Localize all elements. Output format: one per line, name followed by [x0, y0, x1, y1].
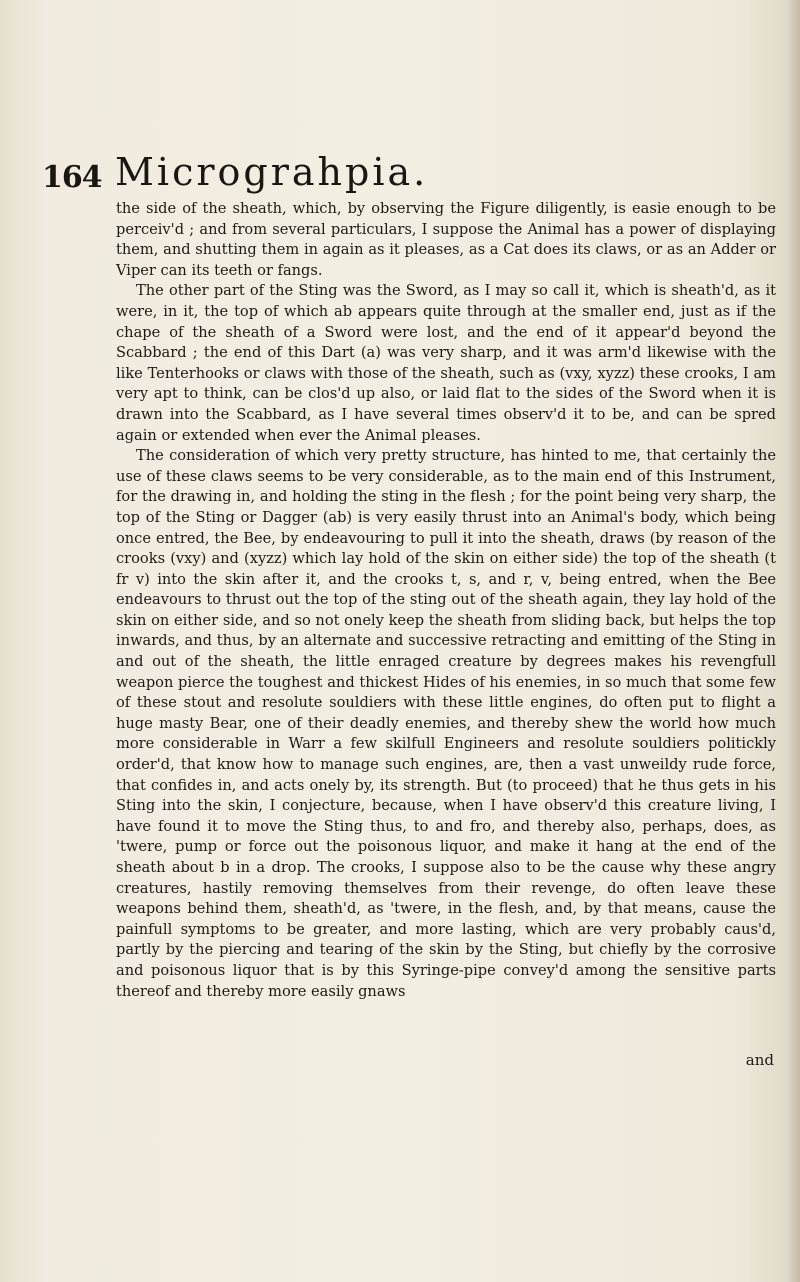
- paragraph-1: the side of the sheath, which, by observing the Figure diligently, is easie enough to be perceiv'd ; and from several particulars, I suppose the Animal has a power of displaying them, and shutting them in again as it pleases, as a Cat does its claws, or as an Adder or Viper can its teeth or fangs.: [116, 200, 776, 279]
- paragraph-3: The consideration of which very pretty structure, has hinted to me, that certainly the use of these claws seems to be very considerable, as to the main end of this Instrument, for the drawing in, and holding the sting in the flesh ; for the point being very sharp, the top of the Sting or Dagger (ab) is very easily thrust into an Animal's body, which being once entred, the Bee, by endeavouring to pull it into the sheath, draws (by reason of the crooks (vxy) and (xyzz) which lay hold of the skin on either side) the top of the sheath (t fr v) into the skin after it, and the crooks t, s, and r, v, being entred, when the Bee endeavours to thrust out the top of the sting out of the sheath again, they lay hold of the skin on either side, and so not onely keep the sheath from sliding back, but helps the top inwards, and thus, by an alternate and successive retracting and emitting of the Sting in and out of the sheath, the little enraged creature by degrees makes his revengfull weapon pierce the toughest and thickest Hides of his enemies, in so much that some few of these stout and resolute souldiers with these little engines, do often put to flight a huge masty Bear, one of their deadly enemies, and thereby shew the world how much more considerable in Warr a few skilfull Engineers and resolute souldiers politickly order'd, that know how to manage such engines, are, then a vast unweildy rude force, that confides in, and acts onely by, its strength. But (to proceed) that he thus gets in his Sting into the skin, I conjecture, because, when I have observ'd this creature living, I have found it to move the Sting thus, to and fro, and thereby also, perhaps, does, as 'twere, pump or force out the poisonous liquor, and make it hang at the end of the sheath about b in a drop. The crooks, I suppose also to be the cause why these angry creatures, hastily removing themselves from their revenge, do often leave these weapons behind them, sheath'd, as 'twere, in the flesh, and, by that means, cause the painfull symptoms to be greater, and more lasting, which are very probably caus'd, partly by the piercing and tearing of the skin by the Sting, but chiefly by the corrosive and poisonous liquor that is by this Syringe-pipe convey'd among the sensitive parts thereof and thereby more easily gnaws: [116, 447, 776, 1000]
- page-edge-shadow: [786, 0, 800, 1282]
- body-text: [116, 199, 776, 1002]
- running-head: Micrograhpia.: [115, 150, 429, 194]
- page-number: 164: [42, 160, 102, 195]
- catchword: and: [745, 1051, 774, 1069]
- paragraph-2: The other part of the Sting was the Sword, as I may so call it, which is sheath'd, as it were, in it, the top of which ab appears quite through at the smaller end, just as if the chape of the sheath of a Sword were lost, and the end of it appear'd beyond the Scabbard ; the end of this Dart (a) was very sharp, and it was arm'd likewise with the like Tenterhooks or claws with those of the sheath, such as (vxy, xyzz) these crooks, I am very apt to think, can be clos'd up also, or laid flat to the sides of the Sword when it is drawn into the Scabbard, as I have several times observ'd it to be, and can be spred again or extended when ever the Animal pleases.: [116, 282, 776, 444]
